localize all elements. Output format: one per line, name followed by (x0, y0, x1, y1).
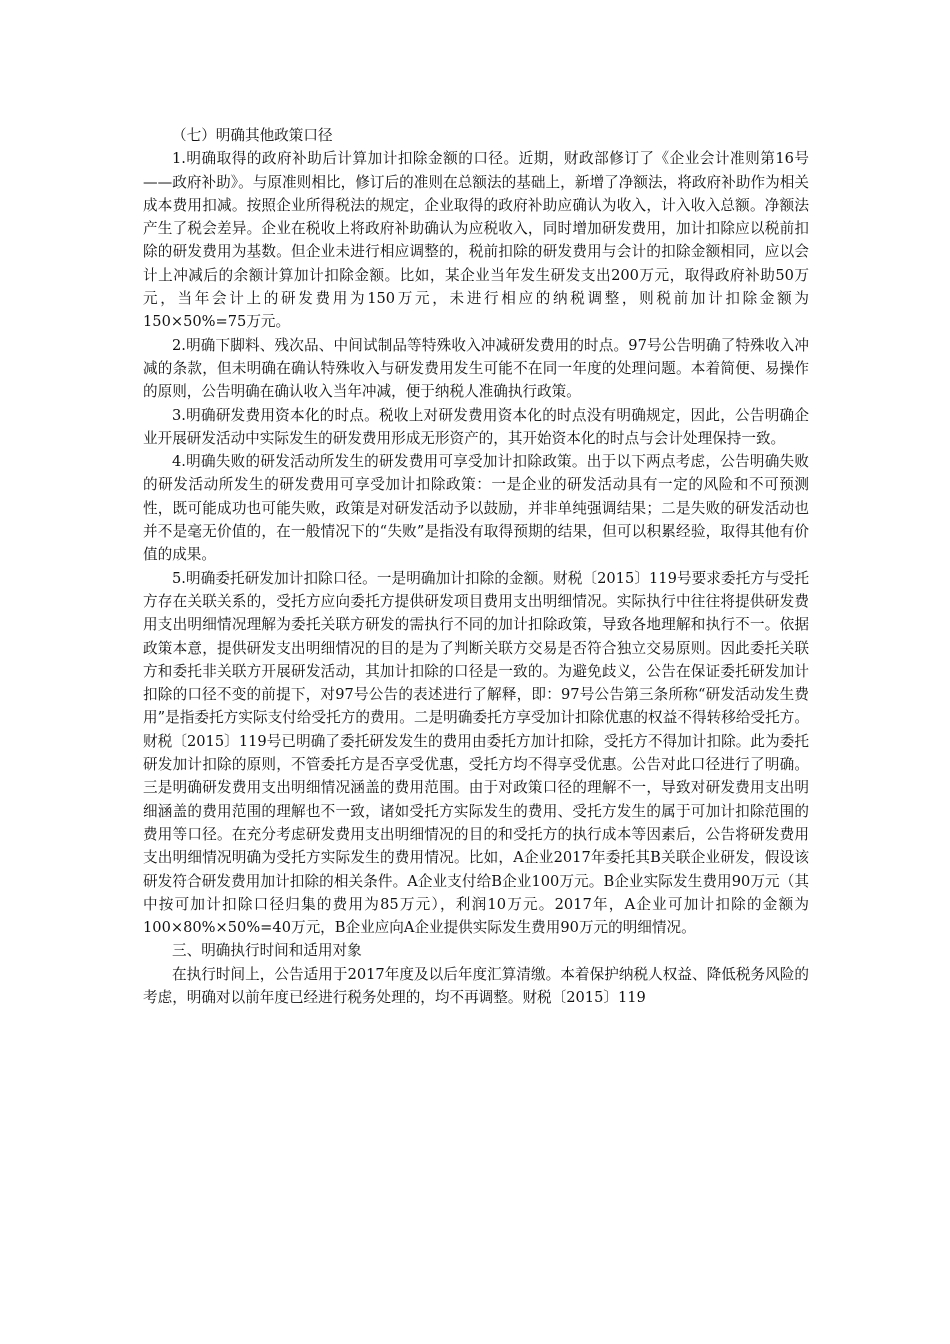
section-heading-execution-time: 三、明确执行时间和适用对象 (172, 942, 362, 960)
paragraph-special-income: 2.明确下脚料、残次品、中间试制品等特殊收入冲减研发费用的时点。97号公告明确了特殊收入冲减的条款，但未明确在确认特殊收入与研发费用发生可能不在同一年度的处理问题。本着简便、易操作的原则，公告明确在确认收入当年冲减，便于纳税人准确执行政策。 (143, 336, 809, 401)
paragraph-entrusted-research: 5.明确委托研发加计扣除口径。一是明确加计扣除的金额。财税〔2015〕119号要求委托方与受托方存在关联关系的，受托方应向委托方提供研发项目费用支出明细情况。实际执行中往往将提供研发费用支出明细情况理解为委托关联方研发的需执行不同的加计扣除政策，导致各地理解和执行不一。依据政策本意，提供研发支出明细情况的目的是为了判断关联方交易是否符合独立交易原则。因此委托关联方和委托非关联方开展研发活动，其加计扣除的口径是一致的。为避免歧义，公告在保证委托研发加计扣除的口径不变的前提下，对97号公告的表述进行了解释，即：97号公告第三条所称“研发活动发生费用”是指委托方实际支付给受托方的费用。二是明确委托方享受加计扣除优惠的权益不得转移给受托方。财税〔2015〕119号已明确了委托研发发生的费用由委托方加计扣除，受托方不得加计扣除。此为委托研发加计扣除的原则，不管委托方是否享受优惠，受托方均不得享受优惠。公告对此口径进行了明确。三是明确研发费用支出明细情况涵盖的费用范围。由于对政策口径的理解不一，导致对研发费用支出明细涵盖的费用范围的理解也不一致，诸如受托方实际发生的费用、受托方发生的属于可加计扣除范围的费用等口径。在充分考虑研发费用支出明细情况的目的和受托方的执行成本等因素后，公告将研发费用支出明细情况明确为受托方实际发生的费用情况。比如，A企业2017年委托其B关联企业研发，假设该研发符合研发费用加计扣除的相关条件。A企业支付给B企业100万元。B企业实际发生费用90万元（其中按可加计扣除口径归集的费用为85万元），利润10万元。2017年，A企业可加计扣除的金额为100×80%×50%=40万元，B企业应向A企业提供实际发生费用90万元的明细情况。 (143, 569, 809, 937)
paragraph-execution-time: 在执行时间上，公告适用于2017年度及以后年度汇算清缴。本着保护纳税人权益、降低税务风险的考虑，明确对以前年度已经进行税务处理的，均不再调整。财税〔2015〕119 (143, 965, 809, 1006)
document-page (143, 124, 809, 1009)
section-heading-policy-scope: （七）明确其他政策口径 (172, 127, 333, 144)
paragraph-failed-research: 4.明确失败的研发活动所发生的研发费用可享受加计扣除政策。出于以下两点考虑，公告明确失败的研发活动所发生的研发费用可享受加计扣除政策：一是企业的研发活动具有一定的风险和不可预测性，既可能成功也可能失败，政策是对研发活动予以鼓励，并非单纯强调结果；二是失败的研发活动也并不是毫无价值的，在一般情况下的“失败”是指没有取得预期的结果，但可以积累经验，取得其他有价值的成果。 (143, 453, 809, 564)
paragraph-government-subsidy: 1.明确取得的政府补助后计算加计扣除金额的口径。近期，财政部修订了《企业会计准则第16号——政府补助》。与原准则相比，修订后的准则在总额法的基础上，新增了净额法，将政府补助作为相关成本费用扣减。按照企业所得税法的规定，企业取得的政府补助应确认为收入，计入收入总额。净额法产生了税会差异。企业在税收上将政府补助确认为应税收入，同时增加研发费用，加计扣除应以税前扣除的研发费用为基数。但企业未进行相应调整的，税前扣除的研发费用与会计的扣除金额相同，应以会计上冲减后的余额计算加计扣除金额。比如，某企业当年发生研发支出200万元，取得政府补助50万元，当年会计上的研发费用为150万元，未进行相应的纳税调整，则税前加计扣除金额为150×50%=75万元。 (143, 150, 809, 331)
paragraph-capitalization: 3.明确研发费用资本化的时点。税收上对研发费用资本化的时点没有明确规定，因此，公告明确企业开展研发活动中实际发生的研发费用形成无形资产的，其开始资本化的时点与会计处理保持一致。 (143, 406, 809, 447)
